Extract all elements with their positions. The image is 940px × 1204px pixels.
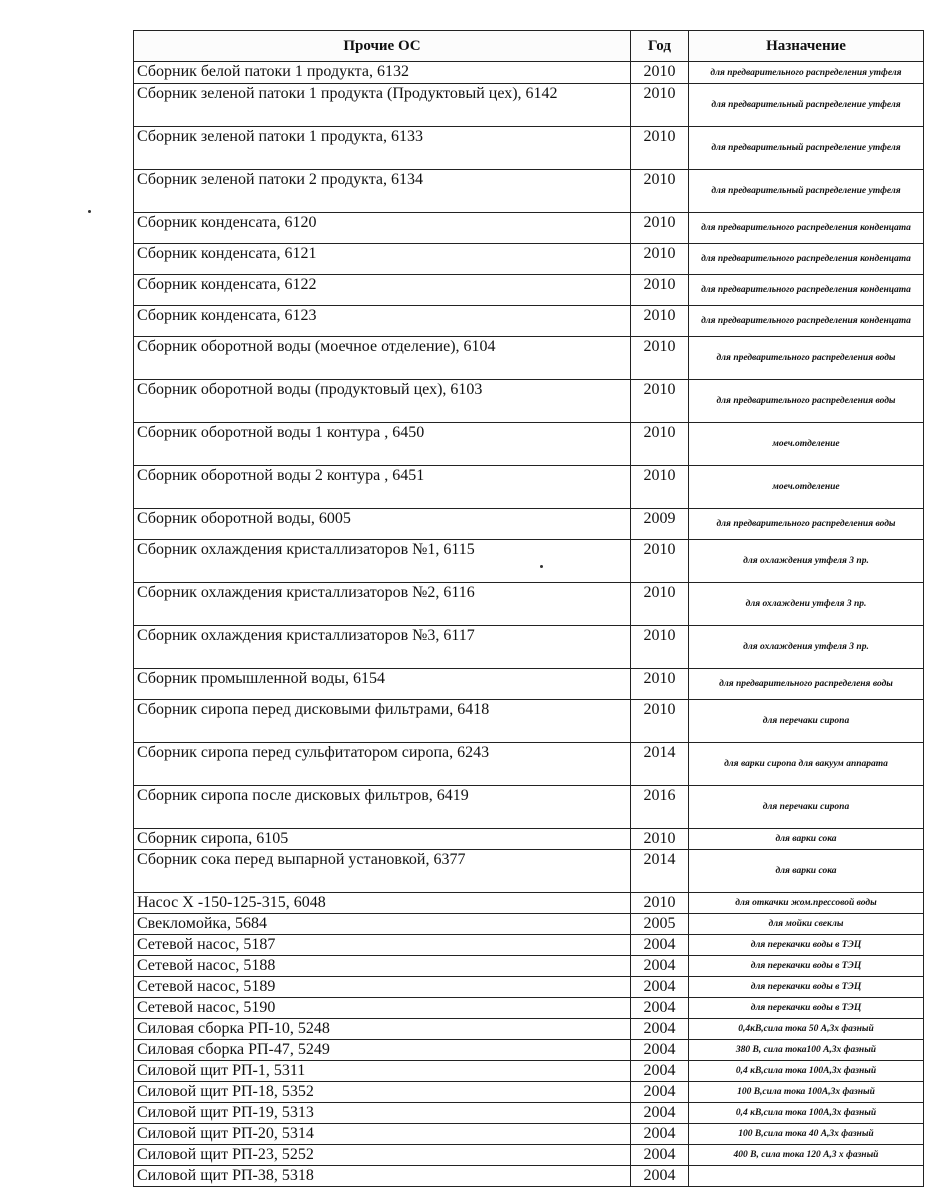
table-row xyxy=(134,380,924,423)
cell-purpose: для предварительного распределения воды xyxy=(689,509,924,540)
header-year: Год xyxy=(631,31,689,62)
table-row xyxy=(134,893,924,914)
table-body xyxy=(134,62,924,1187)
table-row xyxy=(134,244,924,275)
cell-purpose: для охлаждени утфеля 3 пр. xyxy=(689,583,924,626)
table-row xyxy=(134,466,924,509)
cell-year: 2010 xyxy=(631,423,689,466)
cell-year: 2004 xyxy=(631,1145,689,1166)
cell-year: 2010 xyxy=(631,893,689,914)
table-row xyxy=(134,998,924,1019)
cell-purpose: 400 В, сила тока 120 А,3 х фазный xyxy=(689,1145,924,1166)
cell-purpose: для предварительного распределения воды xyxy=(689,337,924,380)
cell-year: 2004 xyxy=(631,1166,689,1187)
cell-name: Сборник сиропа перед сульфитатором сиропа, 6243 xyxy=(134,743,631,786)
table-row xyxy=(134,829,924,850)
cell-year: 2010 xyxy=(631,306,689,337)
cell-name: Сборник конденсата, 6121 xyxy=(134,244,631,275)
cell-purpose: для предварительный распределение утфеля xyxy=(689,170,924,213)
cell-name: Сетевой насос, 5187 xyxy=(134,935,631,956)
cell-year: 2010 xyxy=(631,700,689,743)
cell-year: 2010 xyxy=(631,84,689,127)
cell-year: 2004 xyxy=(631,935,689,956)
table-row xyxy=(134,127,924,170)
table-row xyxy=(134,935,924,956)
cell-purpose: для предварительный распределение утфеля xyxy=(689,84,924,127)
cell-purpose xyxy=(689,1166,924,1187)
cell-purpose: для охлаждения утфеля 3 пр. xyxy=(689,626,924,669)
cell-year: 2010 xyxy=(631,127,689,170)
cell-name: Сборник промышленной воды, 6154 xyxy=(134,669,631,700)
cell-year: 2004 xyxy=(631,1061,689,1082)
cell-year: 2010 xyxy=(631,829,689,850)
cell-purpose: моеч.отделение xyxy=(689,423,924,466)
cell-name: Сборник зеленой патоки 1 продукта (Продуктовый цех), 6142 xyxy=(134,84,631,127)
table-row xyxy=(134,84,924,127)
cell-purpose: для варки сока xyxy=(689,850,924,893)
cell-name: Сборник охлаждения кристаллизаторов №2, 6116 xyxy=(134,583,631,626)
table-row xyxy=(134,306,924,337)
table-header-row xyxy=(134,31,924,62)
table-row xyxy=(134,1082,924,1103)
cell-name: Свекломойка, 5684 xyxy=(134,914,631,935)
cell-name: Сборник сока перед выпарной установкой, 6377 xyxy=(134,850,631,893)
cell-name: Сборник конденсата, 6120 xyxy=(134,213,631,244)
table-row xyxy=(134,700,924,743)
table-row xyxy=(134,786,924,829)
cell-year: 2010 xyxy=(631,337,689,380)
table-row xyxy=(134,1145,924,1166)
cell-name: Сборник охлаждения кристаллизаторов №3, 6117 xyxy=(134,626,631,669)
cell-name: Силовой щит РП-19, 5313 xyxy=(134,1103,631,1124)
cell-name: Силовая сборка РП-10, 5248 xyxy=(134,1019,631,1040)
cell-purpose: для перекачки воды в ТЭЦ xyxy=(689,998,924,1019)
cell-purpose: 0,4кВ,сила тока 50 А,3х фазный xyxy=(689,1019,924,1040)
cell-name: Силовой щит РП-23, 5252 xyxy=(134,1145,631,1166)
cell-name: Насос Х -150-125-315, 6048 xyxy=(134,893,631,914)
table-row xyxy=(134,626,924,669)
cell-purpose: 380 В, сила тока100 А,3х фазный xyxy=(689,1040,924,1061)
table-row xyxy=(134,170,924,213)
table-row xyxy=(134,275,924,306)
cell-purpose: для перекачки воды в ТЭЦ xyxy=(689,977,924,998)
cell-purpose: для предварительного распределения конденцата xyxy=(689,306,924,337)
cell-purpose: для перечаки сиропа xyxy=(689,786,924,829)
cell-name: Силовой щит РП-38, 5318 xyxy=(134,1166,631,1187)
table-row xyxy=(134,1124,924,1145)
cell-year: 2010 xyxy=(631,583,689,626)
cell-name: Сборник зеленой патоки 2 продукта, 6134 xyxy=(134,170,631,213)
cell-year: 2010 xyxy=(631,380,689,423)
cell-year: 2004 xyxy=(631,998,689,1019)
cell-year: 2016 xyxy=(631,786,689,829)
table-row xyxy=(134,743,924,786)
cell-year: 2009 xyxy=(631,509,689,540)
cell-year: 2010 xyxy=(631,275,689,306)
cell-purpose: 0,4 кВ,сила тока 100А,3х фазный xyxy=(689,1061,924,1082)
cell-year: 2014 xyxy=(631,850,689,893)
table-row xyxy=(134,583,924,626)
cell-name: Сборник конденсата, 6122 xyxy=(134,275,631,306)
cell-name: Сборник оборотной воды 1 контура , 6450 xyxy=(134,423,631,466)
cell-name: Сборник оборотной воды (продуктовый цех), 6103 xyxy=(134,380,631,423)
cell-purpose: для предварительного распределеня воды xyxy=(689,669,924,700)
cell-purpose: для варки сиропа для вакуум аппарата xyxy=(689,743,924,786)
cell-name: Сборник зеленой патоки 1 продукта, 6133 xyxy=(134,127,631,170)
cell-year: 2004 xyxy=(631,956,689,977)
cell-year: 2004 xyxy=(631,1082,689,1103)
cell-year: 2004 xyxy=(631,1040,689,1061)
cell-purpose: для предварительного распределения конденцата xyxy=(689,213,924,244)
table-row xyxy=(134,1166,924,1187)
cell-purpose: для перекачки воды в ТЭЦ xyxy=(689,935,924,956)
cell-purpose: для мойки свеклы xyxy=(689,914,924,935)
cell-purpose: для охлаждения утфеля 3 пр. xyxy=(689,540,924,583)
cell-name: Сборник белой патоки 1 продукта, 6132 xyxy=(134,62,631,84)
cell-name: Сборник оборотной воды, 6005 xyxy=(134,509,631,540)
cell-purpose: 0,4 кВ,сила тока 100А,3х фазный xyxy=(689,1103,924,1124)
table-row xyxy=(134,423,924,466)
cell-name: Силовой щит РП-1, 5311 xyxy=(134,1061,631,1082)
table-row xyxy=(134,1019,924,1040)
cell-name: Силовой щит РП-20, 5314 xyxy=(134,1124,631,1145)
cell-purpose: для откачки жом.прессовой воды xyxy=(689,893,924,914)
cell-purpose: для варки сока xyxy=(689,829,924,850)
table-row xyxy=(134,956,924,977)
table-row xyxy=(134,337,924,380)
header-purpose: Назначение xyxy=(689,31,924,62)
table-row xyxy=(134,1040,924,1061)
cell-name: Сетевой насос, 5190 xyxy=(134,998,631,1019)
cell-name: Сборник оборотной воды 2 контура , 6451 xyxy=(134,466,631,509)
cell-name: Сборник оборотной воды (моечное отделение), 6104 xyxy=(134,337,631,380)
cell-name: Сборник сиропа после дисковых фильтров, 6419 xyxy=(134,786,631,829)
cell-year: 2004 xyxy=(631,1103,689,1124)
cell-year: 2004 xyxy=(631,977,689,998)
assets-table xyxy=(133,30,924,1187)
cell-year: 2004 xyxy=(631,1019,689,1040)
cell-year: 2010 xyxy=(631,626,689,669)
cell-name: Сетевой насос, 5189 xyxy=(134,977,631,998)
cell-year: 2010 xyxy=(631,62,689,84)
cell-purpose: для предварительного распределения утфеля xyxy=(689,62,924,84)
page-bottom-edge xyxy=(0,1193,940,1204)
cell-year: 2010 xyxy=(631,244,689,275)
table-row xyxy=(134,1103,924,1124)
cell-name: Силовой щит РП-18, 5352 xyxy=(134,1082,631,1103)
cell-year: 2010 xyxy=(631,213,689,244)
cell-purpose: для предварительного распределения воды xyxy=(689,380,924,423)
table-row xyxy=(134,850,924,893)
table-row xyxy=(134,914,924,935)
cell-year: 2004 xyxy=(631,1124,689,1145)
cell-name: Сборник охлаждения кристаллизаторов №1, 6115 xyxy=(134,540,631,583)
cell-purpose: для предварительный распределение утфеля xyxy=(689,127,924,170)
cell-name: Силовая сборка РП-47, 5249 xyxy=(134,1040,631,1061)
cell-purpose: для предварительного распределения конденцата xyxy=(689,244,924,275)
table-row xyxy=(134,213,924,244)
table-row xyxy=(134,509,924,540)
table-row xyxy=(134,669,924,700)
cell-year: 2010 xyxy=(631,540,689,583)
cell-year: 2014 xyxy=(631,743,689,786)
cell-year: 2010 xyxy=(631,170,689,213)
cell-purpose: 100 В,сила тока 40 А,3х фазный xyxy=(689,1124,924,1145)
header-name: Прочие ОС xyxy=(134,31,631,62)
cell-purpose: для перекачки воды в ТЭЦ xyxy=(689,956,924,977)
cell-purpose: моеч.отделение xyxy=(689,466,924,509)
scan-speck xyxy=(88,210,91,213)
cell-purpose: 100 В,сила тока 100А,3х фазный xyxy=(689,1082,924,1103)
cell-name: Сетевой насос, 5188 xyxy=(134,956,631,977)
cell-year: 2005 xyxy=(631,914,689,935)
cell-name: Сборник сиропа перед дисковыми фильтрами, 6418 xyxy=(134,700,631,743)
table-row xyxy=(134,977,924,998)
cell-purpose: для перечаки сиропа xyxy=(689,700,924,743)
cell-year: 2010 xyxy=(631,466,689,509)
cell-name: Сборник сиропа, 6105 xyxy=(134,829,631,850)
table-row xyxy=(134,1061,924,1082)
table-row xyxy=(134,62,924,84)
cell-purpose: для предварительного распределения конденцата xyxy=(689,275,924,306)
table-row xyxy=(134,540,924,583)
cell-year: 2010 xyxy=(631,669,689,700)
cell-name: Сборник конденсата, 6123 xyxy=(134,306,631,337)
